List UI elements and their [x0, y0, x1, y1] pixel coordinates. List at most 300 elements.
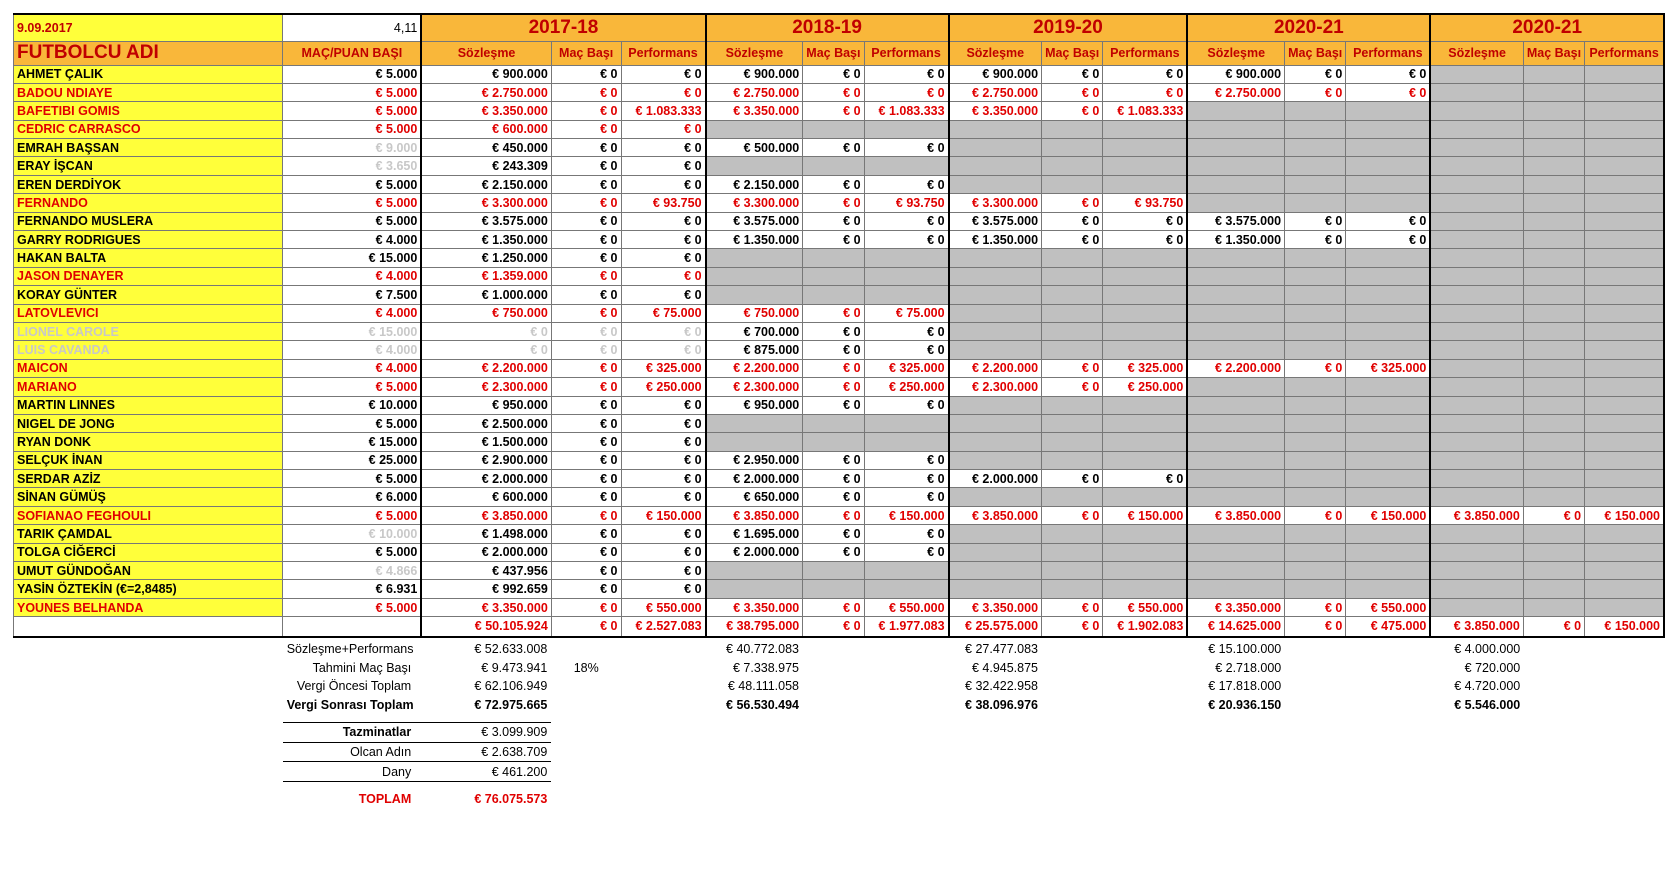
player-name-cell[interactable]: BAFETIBI GOMIS: [14, 102, 283, 120]
empty-cell[interactable]: [1523, 341, 1584, 359]
season-total-cell[interactable]: € 14.625.000: [1187, 617, 1284, 637]
amount-cell[interactable]: € 0: [864, 470, 949, 488]
amount-cell[interactable]: € 0: [621, 580, 706, 598]
player-name-cell[interactable]: FERNANDO MUSLERA: [14, 212, 283, 230]
amount-cell[interactable]: € 0: [1042, 102, 1103, 120]
amount-cell[interactable]: € 2.750.000: [421, 83, 551, 101]
empty-cell[interactable]: [1523, 157, 1584, 175]
summary-value[interactable]: € 48.111.058: [727, 679, 800, 694]
amount-cell[interactable]: € 0: [551, 65, 621, 83]
empty-cell[interactable]: [1346, 451, 1431, 469]
empty-cell[interactable]: [1585, 433, 1664, 451]
empty-cell[interactable]: [1042, 157, 1103, 175]
empty-cell[interactable]: [1187, 341, 1284, 359]
empty-cell[interactable]: [803, 120, 864, 138]
amount-cell[interactable]: € 0: [1042, 231, 1103, 249]
empty-cell[interactable]: [1103, 525, 1188, 543]
empty-cell[interactable]: [1285, 304, 1346, 322]
empty-cell[interactable]: [1042, 139, 1103, 157]
empty-cell[interactable]: [1346, 157, 1431, 175]
empty-cell[interactable]: [1285, 249, 1346, 267]
empty-cell[interactable]: [1187, 414, 1284, 432]
per-match-cell[interactable]: € 3.650: [283, 157, 421, 175]
empty-cell[interactable]: [1285, 488, 1346, 506]
per-match-cell[interactable]: € 5.000: [283, 414, 421, 432]
empty-cell[interactable]: [1187, 157, 1284, 175]
amount-cell[interactable]: € 2.150.000: [706, 175, 803, 193]
amount-cell[interactable]: € 1.083.333: [864, 102, 949, 120]
empty-cell[interactable]: [1430, 249, 1523, 267]
empty-cell[interactable]: [1430, 562, 1523, 580]
amount-cell[interactable]: € 0: [1103, 231, 1188, 249]
amount-cell[interactable]: € 0: [621, 286, 706, 304]
empty-cell[interactable]: [1585, 598, 1664, 616]
player-name-cell[interactable]: CEDRIC CARRASCO: [14, 120, 283, 138]
amount-cell[interactable]: € 0: [864, 231, 949, 249]
empty-cell[interactable]: [803, 414, 864, 432]
per-match-cell[interactable]: € 15.000: [283, 322, 421, 340]
amount-cell[interactable]: € 0: [551, 598, 621, 616]
amount-cell[interactable]: € 0: [803, 341, 864, 359]
amount-cell[interactable]: € 750.000: [421, 304, 551, 322]
amount-cell[interactable]: € 0: [1285, 598, 1346, 616]
empty-cell[interactable]: [1346, 175, 1431, 193]
empty-cell[interactable]: [1042, 286, 1103, 304]
amount-cell[interactable]: € 0: [1042, 378, 1103, 396]
empty-cell[interactable]: [1585, 175, 1664, 193]
summary-value[interactable]: € 52.633.008: [474, 642, 548, 657]
amount-cell[interactable]: € 0: [551, 304, 621, 322]
amount-cell[interactable]: € 3.575.000: [949, 212, 1042, 230]
amount-cell[interactable]: € 0: [803, 231, 864, 249]
empty-cell[interactable]: [1285, 414, 1346, 432]
summary-value[interactable]: € 56.530.494: [726, 697, 800, 712]
player-name-cell[interactable]: SİNAN GÜMÜŞ: [14, 488, 283, 506]
totals-blank-cell[interactable]: [14, 617, 283, 637]
empty-cell[interactable]: [1346, 470, 1431, 488]
amount-cell[interactable]: € 1.000.000: [421, 286, 551, 304]
summary-value[interactable]: € 20.936.150: [1208, 697, 1282, 712]
amount-cell[interactable]: € 0: [803, 83, 864, 101]
amount-cell[interactable]: € 700.000: [706, 322, 803, 340]
amount-cell[interactable]: € 0: [621, 488, 706, 506]
empty-cell[interactable]: [1187, 267, 1284, 285]
amount-cell[interactable]: € 0: [1285, 506, 1346, 524]
empty-cell[interactable]: [1585, 102, 1664, 120]
empty-cell[interactable]: [1430, 120, 1523, 138]
empty-cell[interactable]: [706, 433, 803, 451]
empty-cell[interactable]: [1103, 267, 1188, 285]
empty-cell[interactable]: [1103, 414, 1188, 432]
empty-cell[interactable]: [1585, 212, 1664, 230]
empty-cell[interactable]: [1346, 378, 1431, 396]
empty-cell[interactable]: [1042, 525, 1103, 543]
empty-cell[interactable]: [949, 139, 1042, 157]
summary-value[interactable]: € 4.000.000: [1454, 642, 1521, 657]
empty-cell[interactable]: [1346, 194, 1431, 212]
amount-cell[interactable]: € 3.350.000: [706, 598, 803, 616]
player-name-cell[interactable]: RYAN DONK: [14, 433, 283, 451]
empty-cell[interactable]: [949, 322, 1042, 340]
amount-cell[interactable]: € 950.000: [706, 396, 803, 414]
amount-cell[interactable]: € 1.083.333: [621, 102, 706, 120]
empty-cell[interactable]: [1187, 378, 1284, 396]
amount-cell[interactable]: € 0: [551, 359, 621, 377]
amount-cell[interactable]: € 0: [621, 65, 706, 83]
empty-cell[interactable]: [1285, 562, 1346, 580]
empty-cell[interactable]: [1187, 286, 1284, 304]
empty-cell[interactable]: [1187, 322, 1284, 340]
amount-cell[interactable]: € 650.000: [706, 488, 803, 506]
empty-cell[interactable]: [1285, 322, 1346, 340]
amount-cell[interactable]: € 0: [551, 231, 621, 249]
empty-cell[interactable]: [1585, 249, 1664, 267]
empty-cell[interactable]: [1187, 433, 1284, 451]
empty-cell[interactable]: [1430, 451, 1523, 469]
amount-cell[interactable]: € 1.350.000: [1187, 231, 1284, 249]
empty-cell[interactable]: [1585, 543, 1664, 561]
empty-cell[interactable]: [949, 157, 1042, 175]
amount-cell[interactable]: € 3.350.000: [949, 598, 1042, 616]
empty-cell[interactable]: [949, 120, 1042, 138]
amount-cell[interactable]: € 2.750.000: [706, 83, 803, 101]
empty-cell[interactable]: [1585, 451, 1664, 469]
empty-cell[interactable]: [1430, 286, 1523, 304]
empty-cell[interactable]: [1585, 525, 1664, 543]
empty-cell[interactable]: [1103, 543, 1188, 561]
per-match-cell[interactable]: € 5.000: [283, 102, 421, 120]
amount-cell[interactable]: € 0: [864, 212, 949, 230]
per-match-cell[interactable]: € 5.000: [283, 175, 421, 193]
per-match-cell[interactable]: € 5.000: [283, 598, 421, 616]
empty-cell[interactable]: [1103, 286, 1188, 304]
amount-cell[interactable]: € 3.350.000: [706, 102, 803, 120]
player-name-cell[interactable]: MARIANO: [14, 378, 283, 396]
amount-cell[interactable]: € 150.000: [621, 506, 706, 524]
amount-cell[interactable]: € 0: [803, 488, 864, 506]
amount-cell[interactable]: € 0: [621, 543, 706, 561]
amount-cell[interactable]: € 0: [551, 249, 621, 267]
empty-cell[interactable]: [1585, 139, 1664, 157]
empty-cell[interactable]: [1346, 120, 1431, 138]
amount-cell[interactable]: € 500.000: [706, 139, 803, 157]
amount-cell[interactable]: € 1.695.000: [706, 525, 803, 543]
amount-cell[interactable]: € 0: [803, 175, 864, 193]
per-match-cell[interactable]: € 5.000: [283, 543, 421, 561]
empty-cell[interactable]: [706, 580, 803, 598]
amount-cell[interactable]: € 0: [1346, 231, 1431, 249]
empty-cell[interactable]: [1103, 304, 1188, 322]
player-name-cell[interactable]: JASON DENAYER: [14, 267, 283, 285]
amount-cell[interactable]: € 0: [864, 341, 949, 359]
amount-cell[interactable]: € 0: [803, 194, 864, 212]
amount-cell[interactable]: € 0: [1103, 212, 1188, 230]
player-name-cell[interactable]: LATOVLEVICI: [14, 304, 283, 322]
per-match-cell[interactable]: € 10.000: [283, 525, 421, 543]
season-total-cell[interactable]: € 0: [551, 617, 621, 637]
amount-cell[interactable]: € 75.000: [621, 304, 706, 322]
empty-cell[interactable]: [864, 562, 949, 580]
summary-value[interactable]: € 27.477.083: [965, 642, 1039, 657]
per-match-cell[interactable]: € 4.000: [283, 359, 421, 377]
season-total-cell[interactable]: € 1.977.083: [864, 617, 949, 637]
empty-cell[interactable]: [1346, 543, 1431, 561]
grand-total-value[interactable]: € 76.075.573: [474, 792, 548, 807]
amount-cell[interactable]: € 0: [1285, 231, 1346, 249]
empty-cell[interactable]: [1430, 304, 1523, 322]
amount-cell[interactable]: € 0: [621, 433, 706, 451]
amount-cell[interactable]: € 2.000.000: [421, 470, 551, 488]
season-total-cell[interactable]: € 25.575.000: [949, 617, 1042, 637]
empty-cell[interactable]: [1103, 433, 1188, 451]
empty-cell[interactable]: [864, 286, 949, 304]
amount-cell[interactable]: € 0: [864, 175, 949, 193]
empty-cell[interactable]: [1285, 102, 1346, 120]
amount-cell[interactable]: € 0: [1042, 470, 1103, 488]
empty-cell[interactable]: [1187, 139, 1284, 157]
empty-cell[interactable]: [1523, 580, 1584, 598]
amount-cell[interactable]: € 0: [621, 231, 706, 249]
per-match-cell[interactable]: € 5.000: [283, 470, 421, 488]
empty-cell[interactable]: [803, 157, 864, 175]
amount-cell[interactable]: € 0: [803, 451, 864, 469]
season-total-cell[interactable]: € 2.527.083: [621, 617, 706, 637]
per-match-cell[interactable]: € 4.000: [283, 304, 421, 322]
empty-cell[interactable]: [1346, 488, 1431, 506]
amount-cell[interactable]: € 0: [551, 83, 621, 101]
empty-cell[interactable]: [706, 562, 803, 580]
amount-cell[interactable]: € 0: [864, 525, 949, 543]
amount-cell[interactable]: € 900.000: [706, 65, 803, 83]
amount-cell[interactable]: € 0: [864, 322, 949, 340]
amount-cell[interactable]: € 0: [551, 378, 621, 396]
player-name-cell[interactable]: KORAY GÜNTER: [14, 286, 283, 304]
amount-cell[interactable]: € 0: [864, 451, 949, 469]
amount-cell[interactable]: € 0: [1103, 83, 1188, 101]
amount-cell[interactable]: € 2.200.000: [706, 359, 803, 377]
summary-value[interactable]: € 62.106.949: [474, 679, 548, 694]
amount-cell[interactable]: € 243.309: [421, 157, 551, 175]
player-name-cell[interactable]: SELÇUK İNAN: [14, 451, 283, 469]
empty-cell[interactable]: [1285, 580, 1346, 598]
coefficient-cell[interactable]: 4,11: [283, 14, 421, 41]
empty-cell[interactable]: [1042, 175, 1103, 193]
amount-cell[interactable]: € 0: [421, 341, 551, 359]
empty-cell[interactable]: [1103, 120, 1188, 138]
amount-cell[interactable]: € 0: [1042, 65, 1103, 83]
amount-cell[interactable]: € 0: [551, 433, 621, 451]
player-name-cell[interactable]: UMUT GÜNDOĞAN: [14, 562, 283, 580]
amount-cell[interactable]: € 875.000: [706, 341, 803, 359]
empty-cell[interactable]: [1430, 322, 1523, 340]
empty-cell[interactable]: [1430, 470, 1523, 488]
amount-cell[interactable]: € 0: [1042, 506, 1103, 524]
amount-cell[interactable]: € 1.350.000: [949, 231, 1042, 249]
empty-cell[interactable]: [1187, 194, 1284, 212]
empty-cell[interactable]: [706, 249, 803, 267]
amount-cell[interactable]: € 0: [621, 175, 706, 193]
amount-cell[interactable]: € 2.200.000: [949, 359, 1042, 377]
season-total-cell[interactable]: € 0: [1042, 617, 1103, 637]
empty-cell[interactable]: [1285, 286, 1346, 304]
empty-cell[interactable]: [1523, 414, 1584, 432]
empty-cell[interactable]: [1523, 525, 1584, 543]
amount-cell[interactable]: € 0: [1346, 65, 1431, 83]
empty-cell[interactable]: [1585, 341, 1664, 359]
summary-value[interactable]: € 4.945.875: [971, 660, 1039, 675]
empty-cell[interactable]: [1285, 433, 1346, 451]
amount-cell[interactable]: € 0: [1042, 598, 1103, 616]
empty-cell[interactable]: [1430, 488, 1523, 506]
season-total-cell[interactable]: € 50.105.924: [421, 617, 551, 637]
empty-cell[interactable]: [949, 396, 1042, 414]
amount-cell[interactable]: € 550.000: [621, 598, 706, 616]
amount-cell[interactable]: € 900.000: [1187, 65, 1284, 83]
amount-cell[interactable]: € 150.000: [1346, 506, 1431, 524]
amount-cell[interactable]: € 0: [621, 396, 706, 414]
empty-cell[interactable]: [1430, 194, 1523, 212]
empty-cell[interactable]: [1430, 598, 1523, 616]
player-name-cell[interactable]: YOUNES BELHANDA: [14, 598, 283, 616]
amount-cell[interactable]: € 0: [1103, 470, 1188, 488]
amount-cell[interactable]: € 93.750: [621, 194, 706, 212]
amount-cell[interactable]: € 0: [551, 525, 621, 543]
empty-cell[interactable]: [1523, 543, 1584, 561]
compensation-value[interactable]: € 461.200: [421, 762, 551, 782]
empty-cell[interactable]: [1346, 341, 1431, 359]
empty-cell[interactable]: [1585, 304, 1664, 322]
amount-cell[interactable]: € 750.000: [706, 304, 803, 322]
player-name-cell[interactable]: EREN DERDİYOK: [14, 175, 283, 193]
amount-cell[interactable]: € 0: [551, 341, 621, 359]
amount-cell[interactable]: € 2.300.000: [421, 378, 551, 396]
amount-cell[interactable]: € 0: [621, 139, 706, 157]
amount-cell[interactable]: € 3.350.000: [421, 598, 551, 616]
empty-cell[interactable]: [1285, 451, 1346, 469]
empty-cell[interactable]: [864, 157, 949, 175]
amount-cell[interactable]: € 0: [551, 267, 621, 285]
amount-cell[interactable]: € 250.000: [1103, 378, 1188, 396]
empty-cell[interactable]: [1285, 341, 1346, 359]
amount-cell[interactable]: € 0: [621, 120, 706, 138]
amount-cell[interactable]: € 0: [621, 249, 706, 267]
amount-cell[interactable]: € 437.956: [421, 562, 551, 580]
amount-cell[interactable]: € 950.000: [421, 396, 551, 414]
empty-cell[interactable]: [1187, 488, 1284, 506]
season-total-cell[interactable]: € 3.850.000: [1430, 617, 1523, 637]
amount-cell[interactable]: € 0: [551, 175, 621, 193]
empty-cell[interactable]: [1103, 249, 1188, 267]
empty-cell[interactable]: [949, 543, 1042, 561]
per-match-cell[interactable]: € 5.000: [283, 83, 421, 101]
amount-cell[interactable]: € 3.850.000: [1430, 506, 1523, 524]
amount-cell[interactable]: € 0: [803, 506, 864, 524]
empty-cell[interactable]: [1430, 65, 1523, 83]
empty-cell[interactable]: [1585, 359, 1664, 377]
empty-cell[interactable]: [949, 488, 1042, 506]
amount-cell[interactable]: € 0: [1042, 83, 1103, 101]
amount-cell[interactable]: € 0: [1042, 212, 1103, 230]
amount-cell[interactable]: € 2.000.000: [706, 470, 803, 488]
empty-cell[interactable]: [1523, 249, 1584, 267]
empty-cell[interactable]: [1585, 267, 1664, 285]
empty-cell[interactable]: [1042, 304, 1103, 322]
empty-cell[interactable]: [1103, 157, 1188, 175]
amount-cell[interactable]: € 3.300.000: [949, 194, 1042, 212]
empty-cell[interactable]: [1042, 562, 1103, 580]
empty-cell[interactable]: [1430, 212, 1523, 230]
empty-cell[interactable]: [949, 341, 1042, 359]
amount-cell[interactable]: € 0: [864, 488, 949, 506]
amount-cell[interactable]: € 3.350.000: [421, 102, 551, 120]
amount-cell[interactable]: € 0: [551, 120, 621, 138]
amount-cell[interactable]: € 2.950.000: [706, 451, 803, 469]
amount-cell[interactable]: € 3.575.000: [706, 212, 803, 230]
summary-value[interactable]: € 15.100.000: [1208, 642, 1282, 657]
amount-cell[interactable]: € 0: [803, 212, 864, 230]
amount-cell[interactable]: € 450.000: [421, 139, 551, 157]
empty-cell[interactable]: [1285, 396, 1346, 414]
empty-cell[interactable]: [864, 580, 949, 598]
amount-cell[interactable]: € 0: [551, 322, 621, 340]
empty-cell[interactable]: [1430, 433, 1523, 451]
amount-cell[interactable]: € 3.350.000: [949, 102, 1042, 120]
amount-cell[interactable]: € 2.150.000: [421, 175, 551, 193]
empty-cell[interactable]: [1187, 470, 1284, 488]
empty-cell[interactable]: [1585, 378, 1664, 396]
empty-cell[interactable]: [949, 249, 1042, 267]
amount-cell[interactable]: € 2.300.000: [949, 378, 1042, 396]
player-name-cell[interactable]: YASİN ÖZTEKİN (€=2,8485): [14, 580, 283, 598]
empty-cell[interactable]: [1430, 83, 1523, 101]
amount-cell[interactable]: € 1.359.000: [421, 267, 551, 285]
empty-cell[interactable]: [803, 562, 864, 580]
amount-cell[interactable]: € 0: [803, 65, 864, 83]
amount-cell[interactable]: € 3.350.000: [1187, 598, 1284, 616]
totals-blank-cell[interactable]: [283, 617, 421, 637]
amount-cell[interactable]: € 1.350.000: [706, 231, 803, 249]
amount-cell[interactable]: € 0: [803, 543, 864, 561]
per-match-cell[interactable]: € 5.000: [283, 120, 421, 138]
player-name-cell[interactable]: FERNANDO: [14, 194, 283, 212]
amount-cell[interactable]: € 3.575.000: [421, 212, 551, 230]
empty-cell[interactable]: [1523, 396, 1584, 414]
amount-cell[interactable]: € 0: [551, 139, 621, 157]
per-match-cell[interactable]: € 5.000: [283, 194, 421, 212]
amount-cell[interactable]: € 0: [551, 506, 621, 524]
empty-cell[interactable]: [1430, 414, 1523, 432]
amount-cell[interactable]: € 0: [1042, 194, 1103, 212]
empty-cell[interactable]: [1523, 598, 1584, 616]
amount-cell[interactable]: € 0: [621, 83, 706, 101]
empty-cell[interactable]: [1346, 414, 1431, 432]
player-name-cell[interactable]: LUIS CAVANDA: [14, 341, 283, 359]
empty-cell[interactable]: [1285, 470, 1346, 488]
empty-cell[interactable]: [1430, 396, 1523, 414]
summary-value[interactable]: € 720.000: [1464, 660, 1521, 675]
amount-cell[interactable]: € 325.000: [621, 359, 706, 377]
per-match-cell[interactable]: € 5.000: [283, 378, 421, 396]
empty-cell[interactable]: [1187, 102, 1284, 120]
empty-cell[interactable]: [1103, 451, 1188, 469]
amount-cell[interactable]: € 0: [421, 322, 551, 340]
per-match-cell[interactable]: € 7.500: [283, 286, 421, 304]
empty-cell[interactable]: [1523, 304, 1584, 322]
amount-cell[interactable]: € 0: [621, 341, 706, 359]
amount-cell[interactable]: € 900.000: [421, 65, 551, 83]
amount-cell[interactable]: € 0: [864, 83, 949, 101]
empty-cell[interactable]: [1585, 488, 1664, 506]
